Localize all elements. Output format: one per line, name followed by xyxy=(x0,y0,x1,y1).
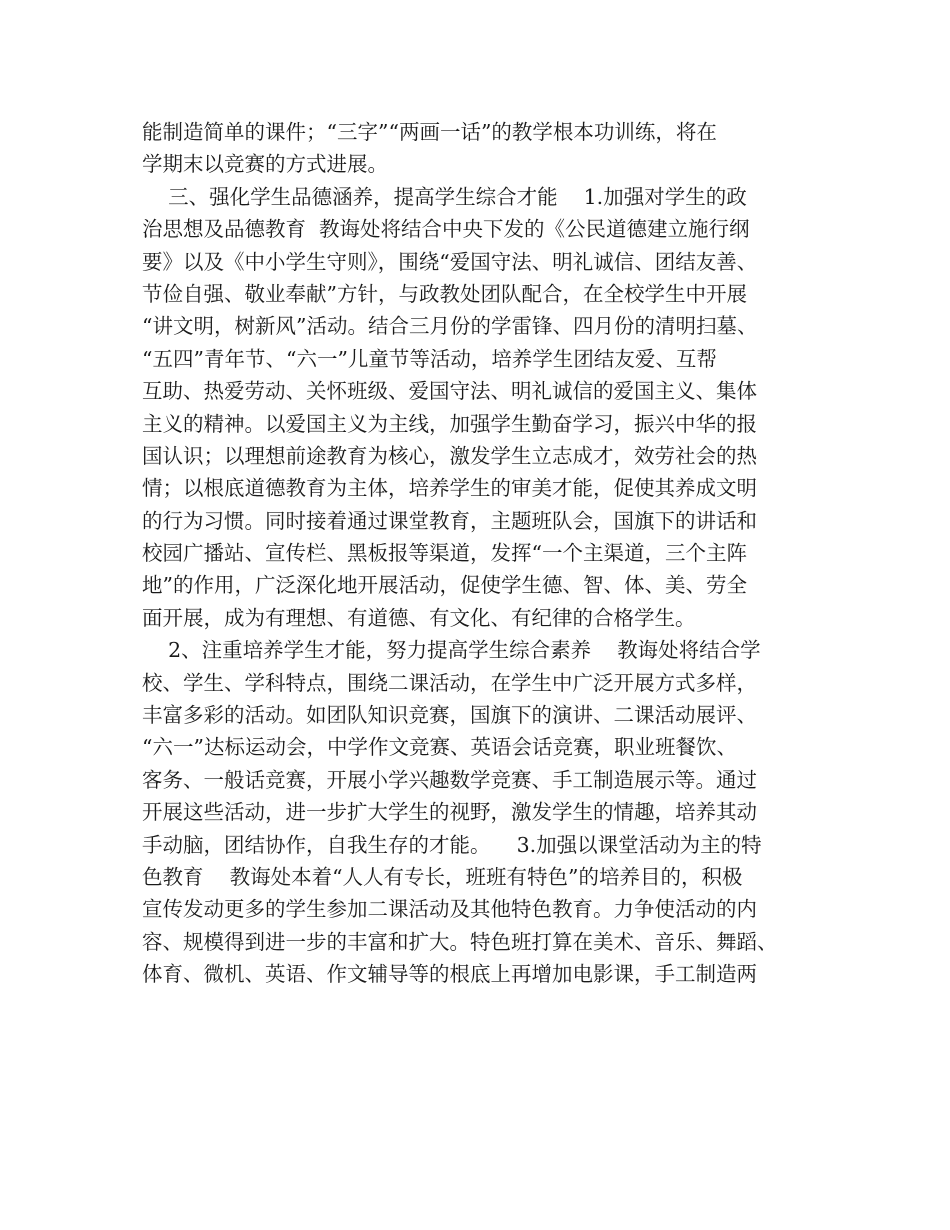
text-line: 2、注重培养学生才能，努力提高学生综合素养 教诲处将结合学 xyxy=(142,638,761,663)
text-line: 主义的精神。以爱国主义为主线，加强学生勤奋学习，振兴中华的报 xyxy=(142,411,757,436)
text-line: 节俭自强、敬业奉献”方针，与政教处团队配合，在全校学生中开展 xyxy=(142,281,747,306)
text-line: 手动脑，团结协作，自我生存的才能。 3.加强以课堂活动为主的特 xyxy=(142,832,762,857)
text-line: 情；以根底道德教育为主体，培养学生的审美才能，促使其养成文明 xyxy=(142,476,757,501)
text-line: “五四”青年节、“六一”儿童节等活动，培养学生团结友爱、互帮 xyxy=(142,346,717,371)
text-line: 国认识；以理想前途教育为核心，激发学生立志成才，效劳社会的热 xyxy=(142,443,757,468)
text-line: 客务、一般话竞赛，开展小学兴趣数学竞赛、手工制造展示等。通过 xyxy=(142,767,757,792)
text-line: “讲文明，树新风”活动。结合三月份的学雷锋、四月份的清明扫墓、 xyxy=(142,314,758,339)
text-line: 学期末以竞赛的方式进展。 xyxy=(142,152,388,177)
text-line: 体育、微机、英语、作文辅导等的根底上再增加电影课，手工制造两 xyxy=(142,962,757,987)
text-line: 要》以及《中小学生守则》，围绕“爱国守法、明礼诚信、团结友善、 xyxy=(142,249,758,274)
text-line: 互助、热爱劳动、关怀班级、爱国守法、明礼诚信的爱国主义、集体 xyxy=(142,379,757,404)
text-line: 的行为习惯。同时接着通过课堂教育，主题班队会，国旗下的讲话和 xyxy=(142,508,757,533)
text-line: 色教育 教诲处本着“人人有专长，班班有特色”的培养目的，积极 xyxy=(142,864,743,889)
text-line: 治思想及品德教育 教诲处将结合中央下发的《公民道德建立施行纲 xyxy=(142,217,750,242)
text-line: 三、强化学生品德涵养，提高学生综合才能 1.加强对学生的政 xyxy=(142,184,747,209)
text-line: 校园广播站、宣传栏、黑板报等渠道，发挥“一个主渠道，三个主阵 xyxy=(142,541,747,566)
text-line: 能制造简单的课件；“三字”“两画一话”的教学根本功训练，将在 xyxy=(142,120,717,144)
text-line: 丰富多彩的活动。如团队知识竞赛，国旗下的演讲、二课活动展评、 xyxy=(142,703,757,728)
text-line: 容、规模得到进一步的丰富和扩大。特色班打算在美术、音乐、舞蹈、 xyxy=(142,929,778,954)
body-text xyxy=(142,116,832,991)
text-line: 地”的作用，广泛深化地开展活动，促使学生德、智、体、美、劳全 xyxy=(142,573,747,598)
text-line: 开展这些活动，进一步扩大学生的视野，激发学生的情趣，培养其动 xyxy=(142,800,757,825)
text-line: 校、学生、学科特点，围绕二课活动，在学生中广泛开展方式多样， xyxy=(142,670,757,695)
text-line: 宣传发动更多的学生参加二课活动及其他特色教育。力争使活动的内 xyxy=(142,897,757,922)
text-line: 面开展，成为有理想、有道德、有文化、有纪律的合格学生。 xyxy=(142,605,696,630)
text-line: “六一”达标运动会，中学作文竞赛、英语会话竞赛，职业班餐饮、 xyxy=(142,735,737,760)
